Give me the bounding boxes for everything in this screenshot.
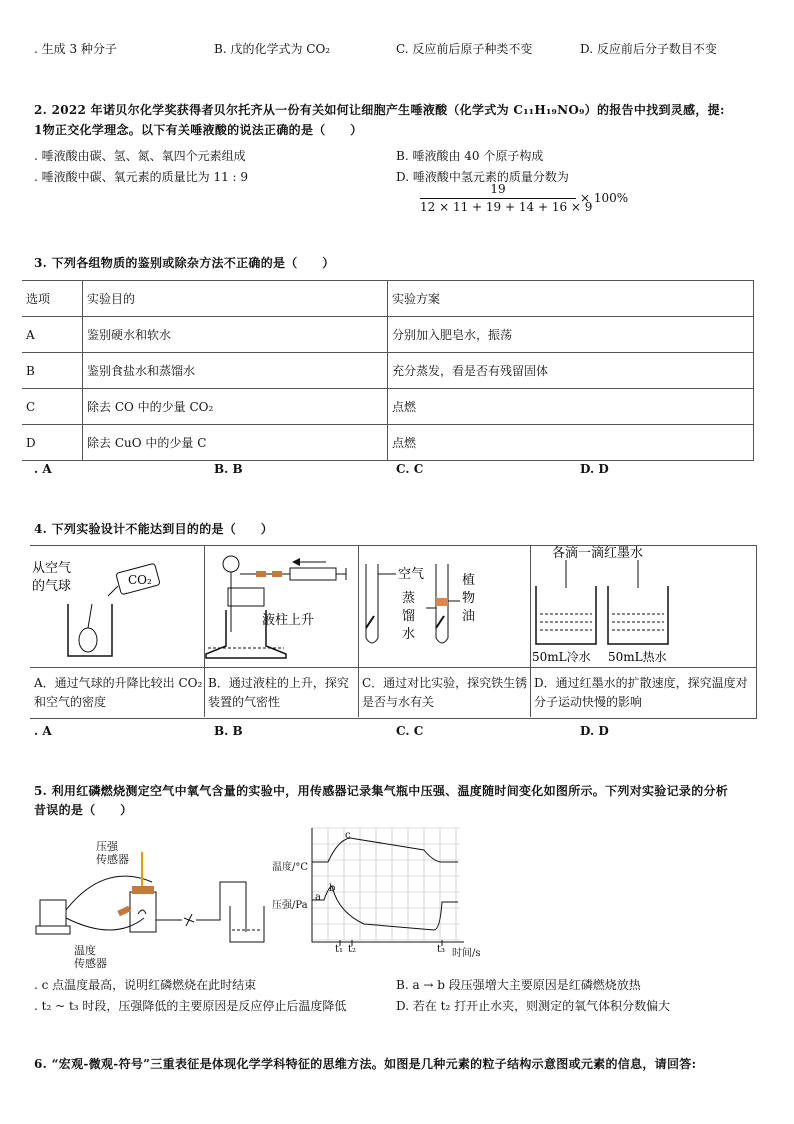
table-cell: 鉴别硬水和软水 [83,317,388,353]
q13-table [22,280,754,461]
q15-tick-t1: t₁ [335,944,344,955]
q11-option-d: D. 反应前后分子数目不变 [580,42,717,56]
table-cell: B [22,353,83,389]
q14-label-cold-water: 50mL冷水 [532,650,591,664]
q14-label-hot-water: 50mL热水 [608,650,667,664]
q15-stem-line1: 5. 利用红磷燃烧测定空气中氧气含量的实验中，用传感器记录集气瓶中压强、温度随时间变化如图所示。下列对实验记录的分析 [34,784,729,798]
table-header-cell: 实验方案 [388,281,754,317]
q14-label-plant-oil-3: 油 [462,609,476,624]
table-cell: C [22,389,83,425]
table-cell: D [22,425,83,461]
table-cell: A [22,317,83,353]
q14-label-plant-oil-1: 植 [462,573,476,588]
q14-label-liquid-rise: 液柱上升 [262,613,315,628]
diffusion-beakers-figure [536,560,668,644]
q11-option-c: C. 反应前后原子种类不变 [396,42,533,56]
table-row [22,425,754,461]
table-header-cell: 选项 [22,281,83,317]
q15-tick-t2: t₂ [348,944,357,955]
table-cell: 鉴别食盐水和蒸馏水 [83,353,388,389]
q14-answer-b: B. B [214,724,243,738]
q14-answer-a: . A [34,724,52,738]
q15-option-a: . c 点温度最高，说明红磷燃烧在此时结束 [34,978,257,992]
q14-label-air-balloon-2: 的气球 [32,579,72,594]
table-row [22,353,754,389]
q13-answer-d: D. D [580,462,609,476]
q11-option-b: B. 戊的化学式为 CO₂ [214,42,331,56]
q11-option-a: . 生成 3 种分子 [34,42,117,56]
q12-option-b: B. 唾液酸由 40 个原子构成 [396,149,544,163]
table-row [22,281,754,317]
q12-option-d: D. 唾液酸中氢元素的质量分数为 [396,170,569,184]
q14-figures [30,546,756,666]
q14-caption-a: A．通过气球的升降比较出 CO₂ 和空气的密度 [34,676,203,709]
q14-caption-d: D．通过红墨水的扩散速度，探究温度对分子运动快慢的影响 [534,676,748,709]
q14-label-air-balloon-1: 从空气 [32,561,72,576]
q15-tick-t3: t₃ [437,944,446,955]
q12-option-c: . 唾液酸中碳、氧元素的质量比为 11 : 9 [34,170,249,184]
q15-point-a: a [315,892,321,903]
q14-caption-c: C．通过对比实验，探究铁生锈是否与水有关 [362,676,528,709]
q12-fraction-numerator: 19 [490,182,506,196]
q14-label-co2: CO₂ [128,573,152,587]
q14-stem: 4. 下列实验设计不能达到目的的是（ ） [34,522,274,536]
airtight-flask-figure [206,556,346,658]
q14-label-distilled-1: 蒸 [402,591,416,606]
table-cell: 分别加入肥皂水，振荡 [388,317,754,353]
table-cell: 充分蒸发，看是否有残留固体 [388,353,754,389]
q12-stem-line1: 2. 2022 年诺贝尔化学奖获得者贝尔托齐从一份有关如何让细胞产生唾液酸（化学式为 C₁₁H₁₉NO₉）的报告中找到灵感，提: [34,103,725,117]
q15-label-temp-sensor: 温度 传感器 [74,944,107,970]
q12-fraction-tail: × 100% [580,191,629,205]
q12-option-a: . 唾液酸由碳、氢、氮、氧四个元素组成 [34,149,246,163]
q14-answer-d: D. D [580,724,609,738]
q15-option-b: B. a → b 段压强增大主要原因是红磷燃烧放热 [396,978,641,992]
q15-graph [268,822,498,962]
q15-axis-pressure: 压强/Pa [272,900,308,911]
q15-point-b: b [329,883,336,894]
q15-option-d: D. 若在 t₂ 打开止水夹，则测定的氧气体积分数偏大 [396,999,671,1013]
table-row [22,317,754,353]
table-cell: 点燃 [388,389,754,425]
q15-point-c: c [345,830,351,841]
q15-label-pressure-sensor: 压强 传感器 [96,840,129,866]
table-cell: 除去 CuO 中的少量 C [83,425,388,461]
q14-label-plant-oil-2: 物 [462,591,476,606]
q13-answer-a: . A [34,462,52,476]
table-cell: 点燃 [388,425,754,461]
table-header-cell: 实验目的 [83,281,388,317]
q14-label-distilled-3: 水 [402,627,416,642]
q16-stem: 6. “宏观-微观-符号”三重表征是体现化学学科特征的思维方法。如图是几种元素的粒子结构示意图或元素的信息，请回答: [34,1057,697,1071]
q15-axis-time: 时间/s [452,948,481,959]
table-cell: 除去 CO 中的少量 CO₂ [83,389,388,425]
q13-answer-b: B. B [214,462,243,476]
q13-answer-c: C. C [396,462,424,476]
q15-axis-temp: 温度/°C [272,862,309,873]
q15-option-c: . t₂ ~ t₃ 时段，压强降低的主要原因是反应停止后温度降低 [34,999,347,1013]
q14-label-distilled-2: 馏 [402,609,416,624]
q12-stem-line2: 1物正交化学理念。以下有关唾液酸的说法正确的是（ ） [34,123,363,137]
q14-answer-c: C. C [396,724,424,738]
q14-label-red-ink: 各滴一滴红墨水 [552,546,644,561]
q14-label-air: 空气 [398,567,425,582]
q12-fraction-denominator: 12 × 11 + 19 + 14 + 16 × 9 [420,200,593,214]
table-row [22,389,754,425]
q14-caption-b: B．通过液柱的上升，探究装置的气密性 [208,676,349,709]
q13-stem: 3. 下列各组物质的鉴别或除杂方法不正确的是（ ） [34,256,335,270]
q15-stem-line2: 昔误的是（ ） [34,803,133,817]
